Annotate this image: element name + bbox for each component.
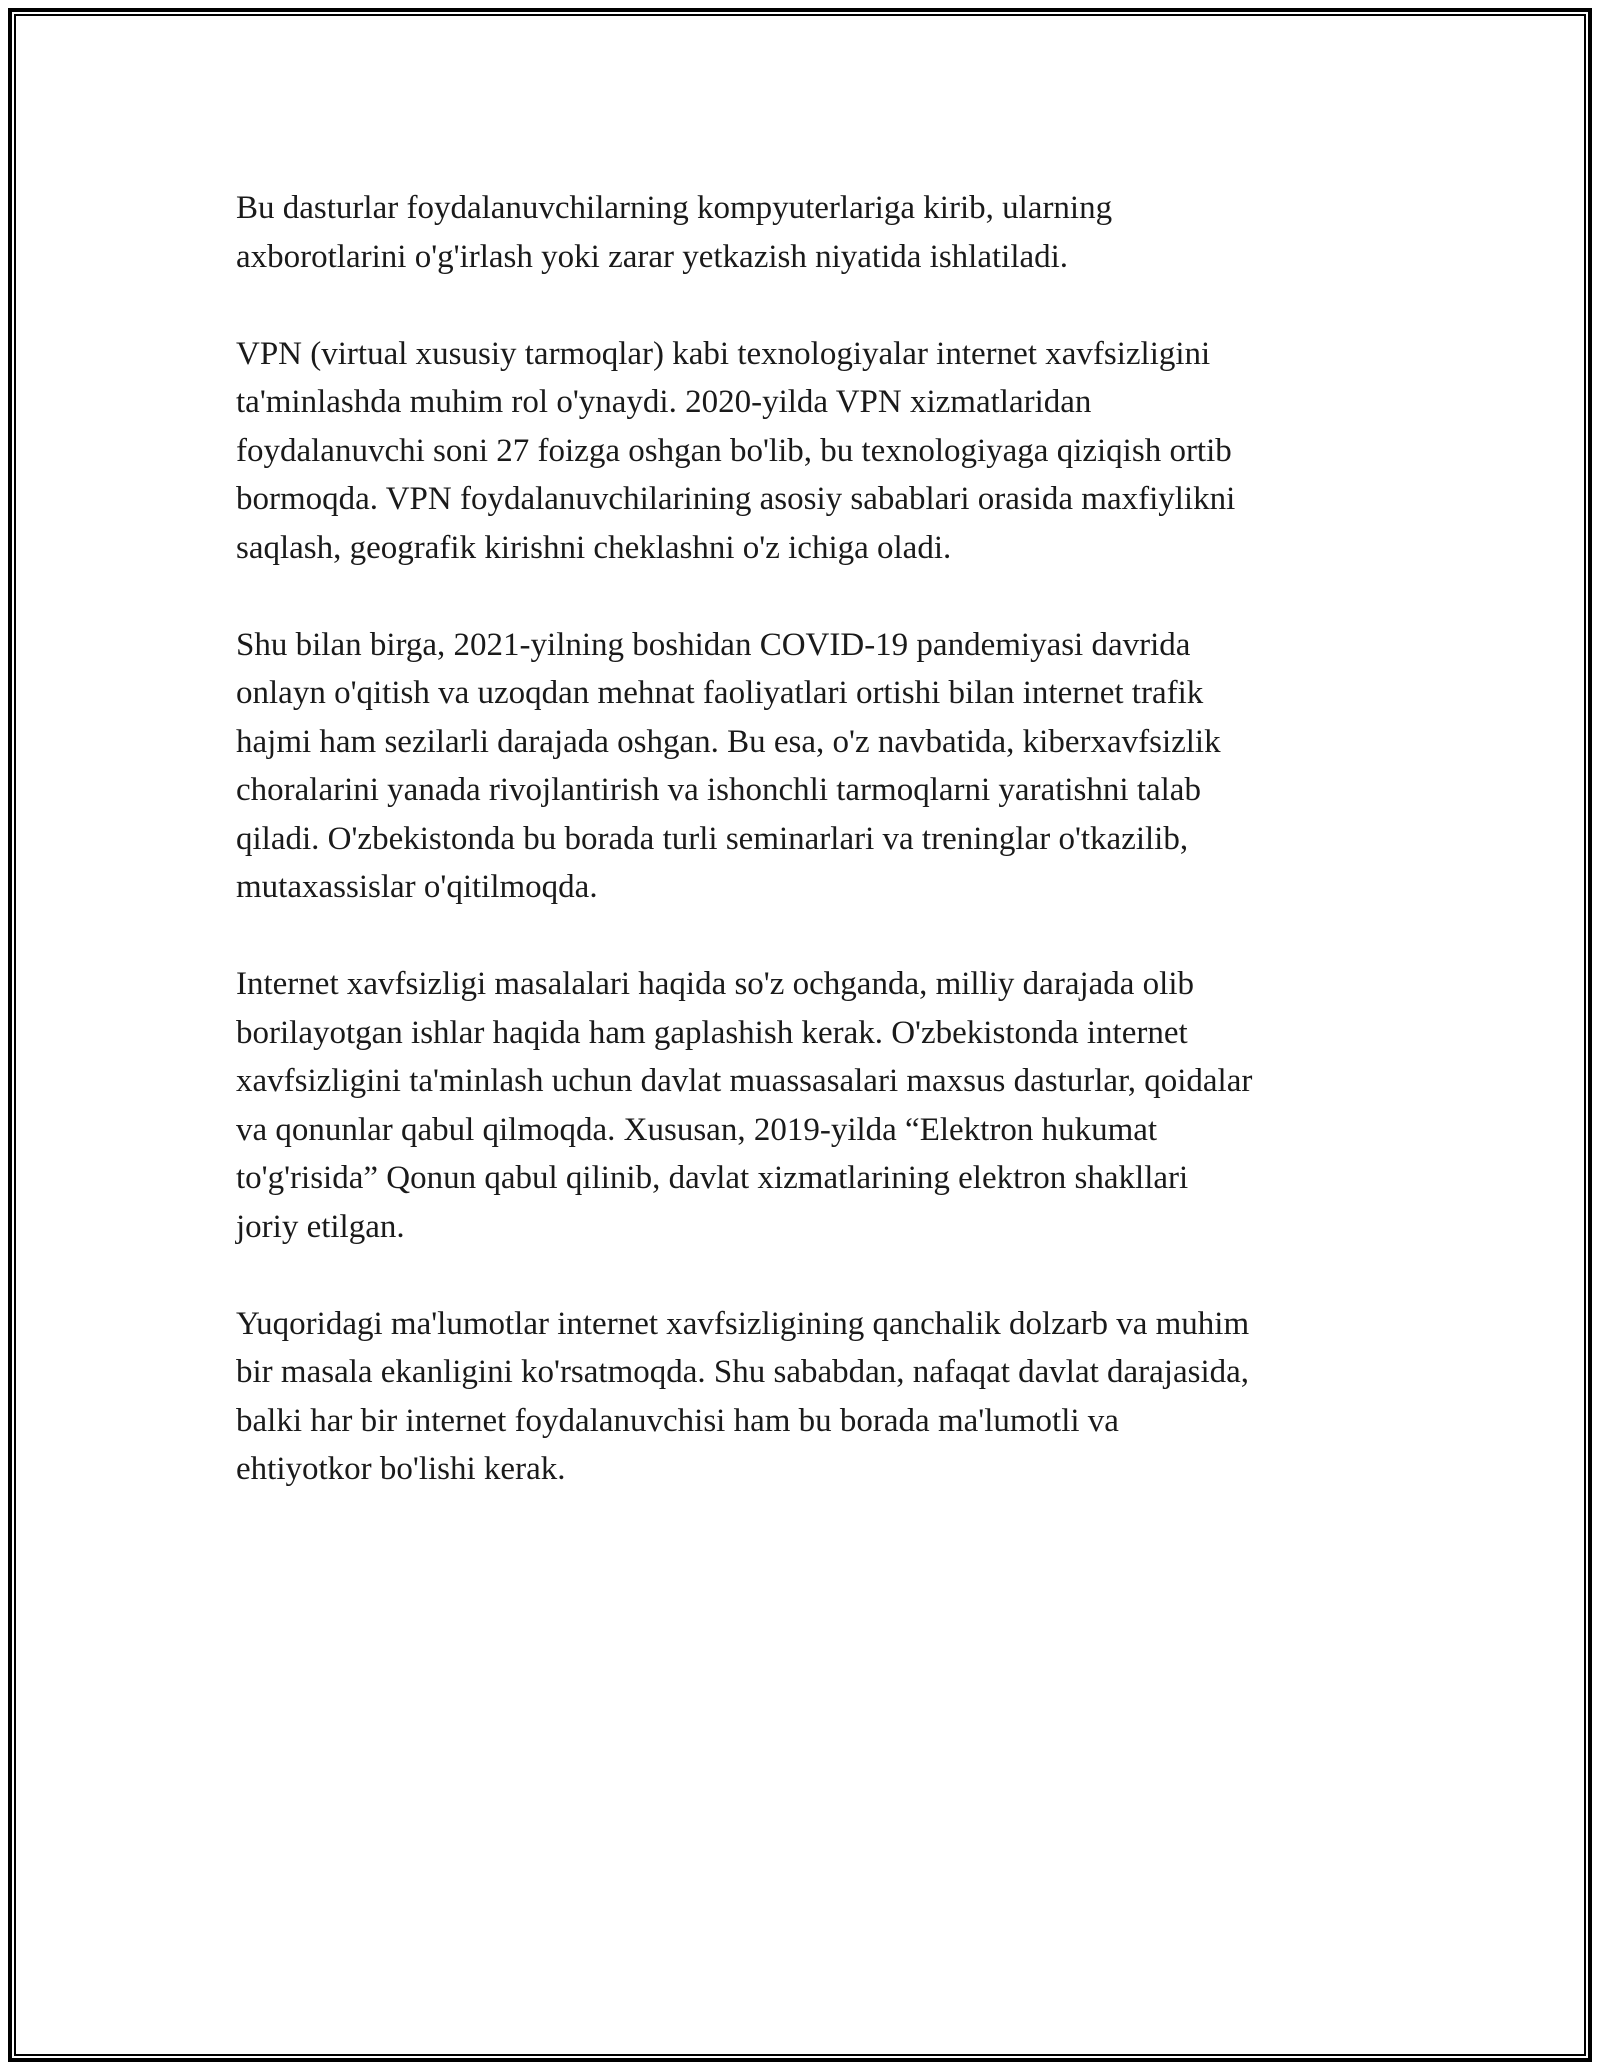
text-line: Internet xavfsizligi masalalari haqida so'z ochganda, milliy darajada olib <box>236 966 1195 1002</box>
text-line: ta'minlashda muhim rol o'ynaydi. 2020-yilda VPN xizmatlaridan <box>236 384 1092 420</box>
text-line: onlayn o'qitish va uzoqdan mehnat faoliyatlari ortishi bilan internet trafik <box>236 675 1204 711</box>
text-line: xavfsizligini ta'minlash uchun davlat muassasalari maxsus dasturlar, qoidalar <box>236 1063 1253 1099</box>
paragraph-2 <box>236 330 1396 573</box>
paragraph-5 <box>236 1300 1396 1494</box>
text-line: ehtiyotkor bo'lishi kerak. <box>236 1451 566 1487</box>
text-line: joriy etilgan. <box>236 1208 405 1245</box>
text-line: borilayotgan ishlar haqida ham gaplashish kerak. O'zbekistonda internet <box>236 1014 1188 1051</box>
text-line: to'g'risida” Qonun qabul qilinib, davlat xizmatlarining elektron shakllari <box>236 1160 1189 1196</box>
text-line: bir masala ekanligini ko'rsatmoqda. Shu sababdan, nafaqat davlat darajasida, <box>236 1354 1250 1390</box>
text-line: axborotlarini o'g'irlash yoki zarar yetkazish niyatida ishlatiladi. <box>236 238 1069 275</box>
text-line: Bu dasturlar foydalanuvchilarning kompyuterlariga kirib, ularning <box>236 190 1113 226</box>
text-line: foydalanuvchi soni 27 foizga oshgan bo'lib, bu texnologiyaga qiziqish ortib <box>236 432 1232 469</box>
text-line: saqlash, geografik kirishni cheklashni o'z ichiga oladi. <box>236 529 952 566</box>
paragraph-4 <box>236 960 1396 1251</box>
text-line: Yuqoridagi ma'lumotlar internet xavfsizligining qanchalik dolzarb va muhim <box>236 1305 1250 1342</box>
text-line: VPN (virtual xususiy tarmoqlar) kabi texnologiyalar internet xavfsizligini <box>236 335 1211 372</box>
text-line: balki har bir internet foydalanuvchisi ham bu borada ma'lumotli va <box>236 1402 1119 1439</box>
text-line: Shu bilan birga, 2021-yilning boshidan COVID-19 pandemiyasi davrida <box>236 626 1191 663</box>
text-line: hajmi ham sezilarli darajada oshgan. Bu esa, o'z navbatida, kiberxavfsizlik <box>236 723 1221 760</box>
text-line: mutaxassislar o'qitilmoqda. <box>236 869 598 905</box>
text-line: bormoqda. VPN foydalanuvchilarining asosiy sabablari orasida maxfiylikni <box>236 481 1236 517</box>
document-body <box>236 184 1396 1542</box>
text-line: choralarini yanada rivojlantirish va ishonchli tarmoqlarni yaratishni talab <box>236 772 1201 808</box>
text-line: qiladi. O'zbekistonda bu borada turli seminarlari va treninglar o'tkazilib, <box>236 820 1189 857</box>
paragraph-3 <box>236 621 1396 912</box>
paragraph-1 <box>236 184 1396 281</box>
text-line: va qonunlar qabul qilmoqda. Xususan, 2019-yilda “Elektron hukumat <box>236 1111 1158 1148</box>
